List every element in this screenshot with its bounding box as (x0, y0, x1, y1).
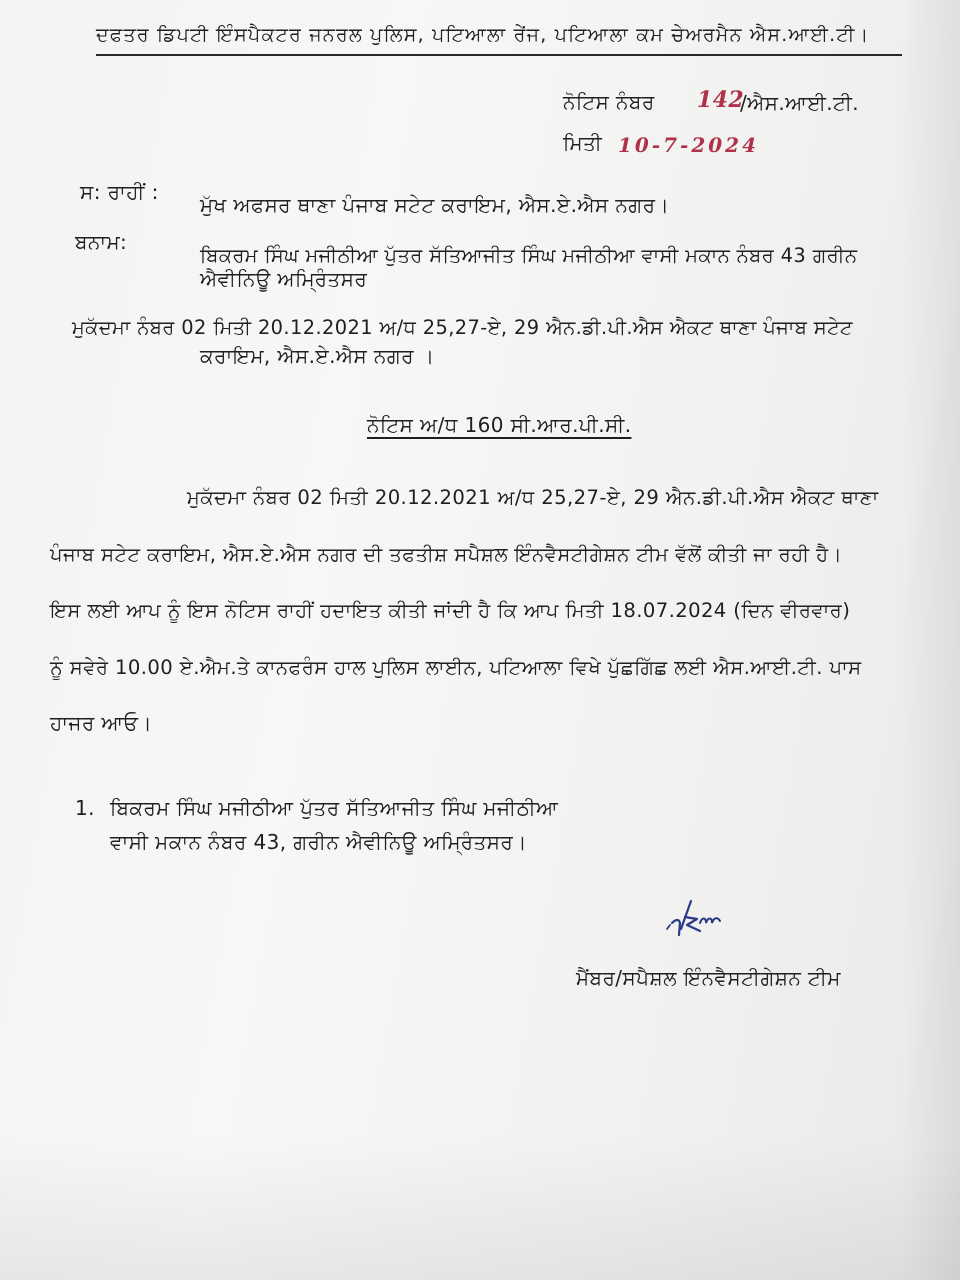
office-header: ਦਫਤਰ ਡਿਪਟੀ ਇੰਸਪੈਕਟਰ ਜਨਰਲ ਪੁਲਿਸ, ਪਟਿਆਲਾ ਰੇਂਜ, ਪਟਿਆਲਾ ਕਮ ਚੇਅਰਮੈਨ ਐਸ.ਆਈ.ਟੀ। (96, 24, 870, 46)
body-line-3: ਇਸ ਲਈ ਆਪ ਨੂੰ ਇਸ ਨੋਟਿਸ ਰਾਹੀਂ ਹਦਾਇਤ ਕੀਤੀ ਜਾਂਦੀ ਹੈ ਕਿ ਆਪ ਮਿਤੀ 18.07.2024 (ਦਿਨ ਵੀਰਵਾਰ) (50, 599, 851, 622)
handwritten-signature (664, 893, 726, 945)
notice-date-label: ਮਿਤੀ (563, 131, 603, 155)
page-shadow-right (900, 0, 960, 1280)
case-reference-line-2: ਕਰਾਇਮ, ਐਸ.ਏ.ਐਸ ਨਗਰ । (200, 344, 435, 368)
body-line-5: ਹਾਜਰ ਆਓ। (50, 711, 153, 735)
list-item-number: 1. (75, 796, 95, 820)
notice-number-suffix: /ਐਸ.ਆਈ.ਟੀ. (740, 91, 860, 115)
notice-number-label: ਨੋਟਿਸ ਨੰਬਰ (563, 90, 655, 114)
list-item-line-1: ਬਿਕਰਮ ਸਿੰਘ ਮਜੀਠੀਆ ਪੁੱਤਰ ਸੱਤਿਆਜੀਤ ਸਿੰਘ ਮਜੀਠੀਆ (110, 796, 559, 820)
signatory-designation: ਮੈਂਬਰ/ਸਪੈਸ਼ਲ ਇੰਨਵੈਸਟੀਗੇਸ਼ਨ ਟੀਮ (576, 966, 841, 990)
case-reference-line-1: ਮੁਕੱਦਮਾ ਨੰਬਰ 02 ਮਿਤੀ 20.12.2021 ਅ/ਧ 25,27-ਏ, 29 ਐਨ.ਡੀ.ਪੀ.ਐਸ ਐਕਟ ਥਾਣਾ ਪੰਜਾਬ ਸਟੇਟ (72, 316, 853, 339)
addressee-line-2: ਐਵੀਨਿਊ ਅਮ੍ਰਿੰਤਸਰ (200, 267, 368, 291)
body-line-2: ਪੰਜਾਬ ਸਟੇਟ ਕਰਾਇਮ, ਐਸ.ਏ.ਐਸ ਨਗਰ ਦੀ ਤਫਤੀਸ਼ ਸਪੈਸ਼ਲ ਇੰਨਵੈਸਟੀਗੇਸ਼ਨ ਟੀਮ ਵੱਲੋਂ ਕੀਤੀ ਜਾ ਰਹੀ ਹੈ। (50, 543, 843, 566)
header-rule (96, 54, 902, 56)
via-text: ਮੁੱਖ ਅਫਸਰ ਥਾਣਾ ਪੰਜਾਬ ਸਟੇਟ ਕਰਾਇਮ, ਐਸ.ਏ.ਐਸ ਨਗਰ। (200, 193, 670, 217)
via-label: ਸ: ਰਾਹੀਂ : (80, 180, 159, 204)
body-line-4: ਨੂੰ ਸਵੇਰੇ 10.00 ਏ.ਐਮ.ਤੇ ਕਾਨਫਰੰਸ ਹਾਲ ਪੁਲਿਸ ਲਾਈਨ, ਪਟਿਆਲਾ ਵਿਖੇ ਪੁੱਛਗਿੱਛ ਲਈ ਐਸ.ਆਈ.ਟੀ. ਪਾਸ (50, 656, 862, 679)
page-shadow-bottom (0, 1140, 960, 1280)
addressee-line-1: ਬਿਕਰਮ ਸਿੰਘ ਮਜੀਠੀਆ ਪੁੱਤਰ ਸੱਤਿਆਜੀਤ ਸਿੰਘ ਮਜੀਠੀਆ ਵਾਸੀ ਮਕਾਨ ਨੰਬਰ 43 ਗਰੀਨ (200, 244, 858, 267)
list-item-line-2: ਵਾਸੀ ਮਕਾਨ ਨੰਬਰ 43, ਗਰੀਨ ਐਵੀਨਿਊ ਅਮ੍ਰਿੰਤਸਰ। (110, 830, 528, 854)
notice-date-handwritten: 10-7-2024 (618, 133, 760, 157)
notice-number-handwritten: 142 (697, 87, 745, 113)
body-line-1: ਮੁਕੱਦਮਾ ਨੰਬਰ 02 ਮਿਤੀ 20.12.2021 ਅ/ਧ 25,27-ਏ, 29 ਐਨ.ਡੀ.ਪੀ.ਐਸ ਐਕਟ ਥਾਣਾ (187, 486, 879, 509)
addressee-label: ਬਨਾਮ: (75, 230, 128, 254)
notice-title: ਨੋਟਿਸ ਅ/ਧ 160 ਸੀ.ਆਰ.ਪੀ.ਸੀ. (367, 413, 632, 437)
